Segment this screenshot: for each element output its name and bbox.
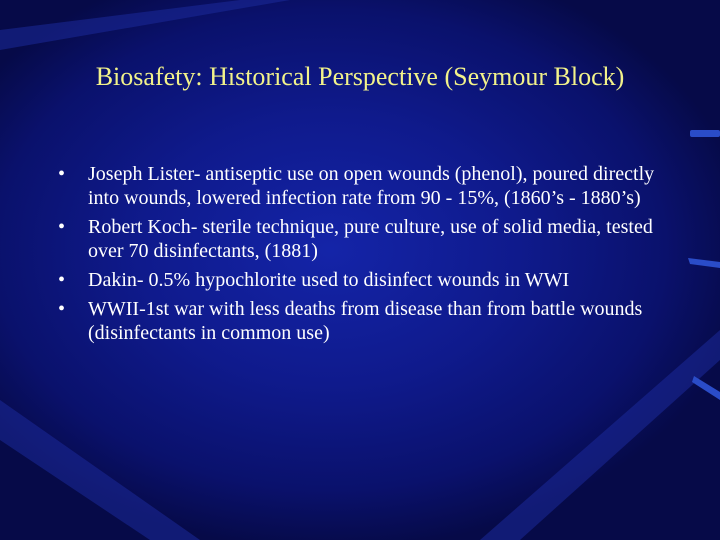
bullet-marker: • bbox=[58, 163, 66, 185]
bullet-list bbox=[58, 162, 658, 350]
bullet-marker: • bbox=[58, 298, 66, 320]
bullet-item bbox=[58, 297, 658, 345]
bullet-item bbox=[58, 215, 658, 263]
bullet-text: WWII-1st war with less deaths from disease than from battle wounds (disinfectants in common use) bbox=[88, 298, 643, 344]
slide-title: Biosafety: Historical Perspective (Seymour Block) bbox=[95, 62, 625, 91]
bullet-marker: • bbox=[58, 269, 66, 291]
bullet-item bbox=[58, 162, 658, 210]
bullet-marker: • bbox=[58, 216, 66, 238]
bullet-text: Joseph Lister- antiseptic use on open wounds (phenol), poured directly into wounds, lowered infection rate from 90 - 15%, (1860’s - 1880’s) bbox=[88, 163, 655, 209]
bullet-text: Robert Koch- sterile technique, pure culture, use of solid media, tested over 70 disinfectants, (1881) bbox=[88, 216, 653, 262]
bullet-text: Dakin- 0.5% hypochlorite used to disinfect wounds in WWI bbox=[88, 269, 570, 291]
bullet-item bbox=[58, 268, 658, 292]
